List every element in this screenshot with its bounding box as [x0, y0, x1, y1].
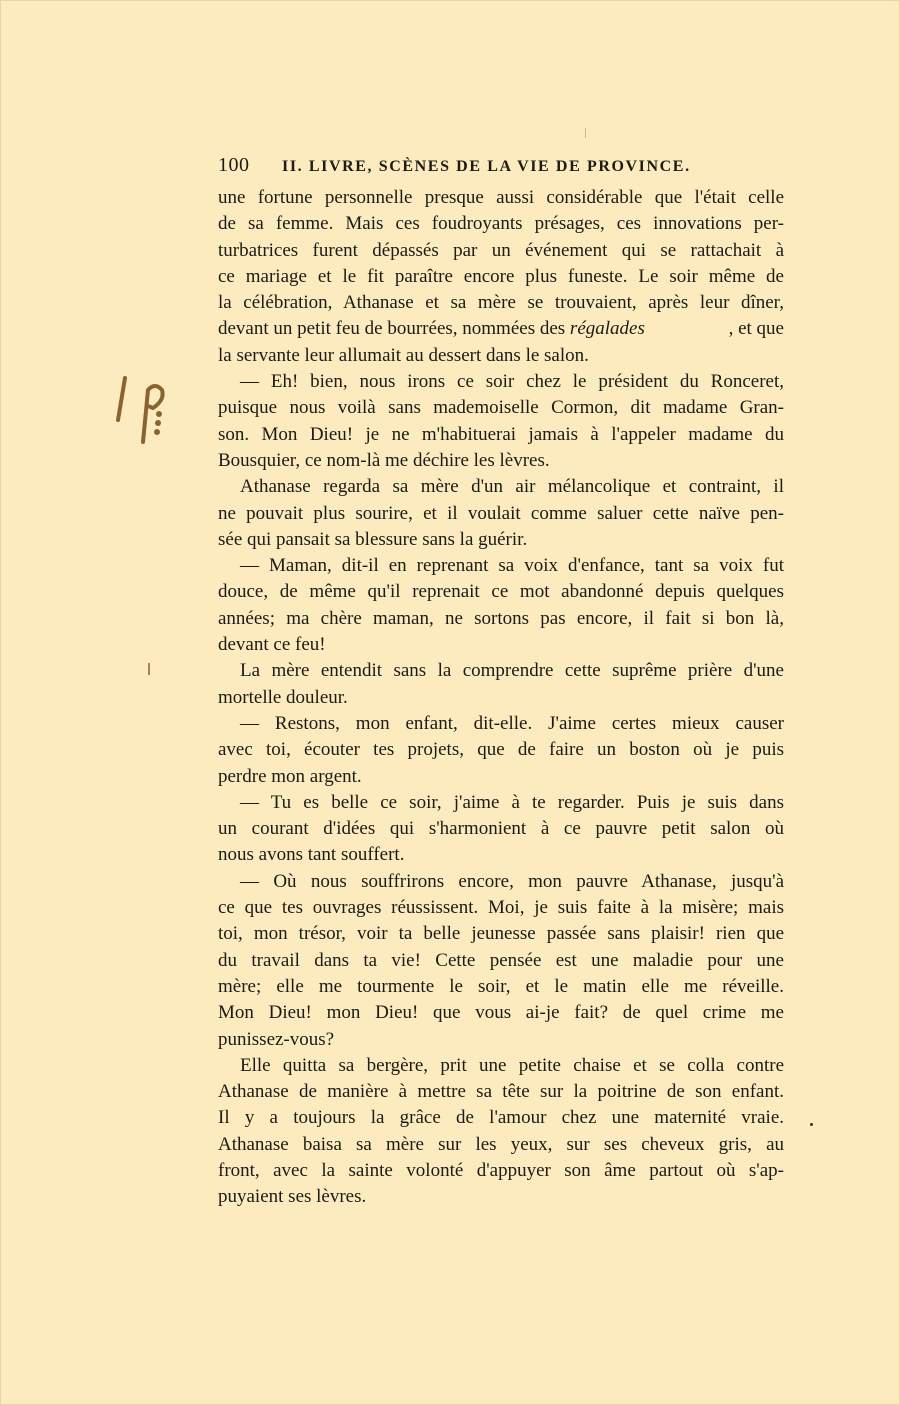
text-line: — Où nous souffrirons encore, mon pauvre Athanase, jusqu'à — [240, 870, 784, 892]
text-line: un courant d'idées qui s'harmonient à ce pauvre petit salon où — [218, 818, 784, 840]
running-header — [218, 154, 788, 180]
text-segment: , et que — [728, 318, 784, 340]
page-number: 100 — [218, 154, 250, 176]
text-line: une fortune personnelle presque aussi considérable que l'était celle — [218, 187, 784, 208]
text-line: — Maman, dit-il en reprenant sa voix d'enfance, tant sa voix fut — [240, 555, 784, 577]
text-line: puyaient ses lèvres. — [218, 1186, 367, 1208]
text-line: ce que tes ouvrages réussissent. Moi, je suis faite à la misère; mais — [218, 897, 784, 919]
ink-speck — [810, 1123, 813, 1126]
text-line: sée qui pansait sa blessure sans la guérir. — [218, 528, 528, 550]
text-line: toi, mon trésor, voir ta belle jeunesse passée sans plaisir! rien que — [218, 923, 784, 945]
text-line: nous avons tant souffert. — [218, 844, 405, 866]
text-line: front, avec la sainte volonté d'appuyer son âme partout où s'ap- — [218, 1159, 784, 1181]
ink-speck — [148, 663, 150, 675]
text-line: mortelle douleur. — [218, 686, 348, 708]
text-line: perdre mon argent. — [218, 765, 362, 787]
text-line: du travail dans ta vie! Cette pensée est une maladie pour une — [218, 949, 784, 971]
text-line: La mère entendit sans la comprendre cette suprême prière d'une — [240, 660, 784, 682]
italic-term: régalades — [569, 318, 645, 340]
running-title: II. LIVRE, SCÈNES DE LA VIE DE PROVINCE. — [282, 158, 691, 175]
text-line: mère; elle me tourmente le soir, et le matin elle me réveille. — [218, 975, 784, 997]
text-line: Athanase baisa sa mère sur les yeux, sur ses cheveux gris, au — [218, 1133, 784, 1155]
text-line: Mon Dieu! mon Dieu! que vous ai-je fait? de quel crime me — [218, 1002, 784, 1024]
text-line: de sa femme. Mais ces foudroyants présages, ces innovations per- — [218, 213, 784, 235]
text-line: la servante leur allumait au dessert dans le salon. — [218, 344, 589, 366]
ink-speck — [585, 128, 586, 138]
text-line: — Tu es belle ce soir, j'aime à te regarder. Puis je suis dans — [240, 791, 784, 813]
text-line: années; ma chère maman, ne sortons pas encore, il fait si bon là, — [218, 607, 784, 629]
text-line: ne pouvait plus sourire, et il voulait comme saluer cette naïve pen- — [218, 502, 784, 524]
text-line: douce, de même qu'il reprenait ce mot abandonné depuis quelques — [218, 581, 784, 603]
text-line: — Eh! bien, nous irons ce soir chez le président du Ronceret, — [240, 371, 784, 393]
text-line: ce mariage et le fit paraître encore plus funeste. Le soir même de — [218, 265, 784, 287]
text-line: puisque nous voilà sans mademoiselle Cormon, dit madame Gran- — [218, 397, 784, 419]
text-line: son. Mon Dieu! je ne m'habituerai jamais à l'appeler madame du — [218, 423, 784, 445]
text-line: devant ce feu! — [218, 634, 326, 656]
text-line: Athanase de manière à mettre sa tête sur la poitrine de son enfant. — [218, 1081, 784, 1103]
handwritten-margin-annotation — [115, 370, 175, 460]
text-line: Bousquier, ce nom-là me déchire les lèvres. — [218, 449, 550, 471]
text-line: turbatrices furent dépassés par un événement qui se rattachait à — [218, 239, 784, 261]
text-line: — Restons, mon enfant, dit-elle. J'aime certes mieux causer — [240, 712, 784, 734]
text-line: Athanase regarda sa mère d'un air mélancolique et contraint, il — [240, 476, 784, 498]
text-segment: devant un petit feu de bourrées, nommées des — [218, 318, 570, 340]
text-line — [218, 316, 784, 342]
text-line: Elle quitta sa bergère, prit une petite chaise et se colla contre — [240, 1054, 784, 1076]
text-line: la célébration, Athanase et sa mère se trouvaient, après leur dîner, — [218, 292, 784, 314]
body-text — [218, 185, 784, 1211]
text-line: Il y a toujours la grâce de l'amour chez une maternité vraie. — [218, 1107, 784, 1129]
text-line: avec toi, écouter tes projets, que de faire un boston où je puis — [218, 739, 784, 761]
text-line: punissez-vous? — [218, 1028, 335, 1050]
